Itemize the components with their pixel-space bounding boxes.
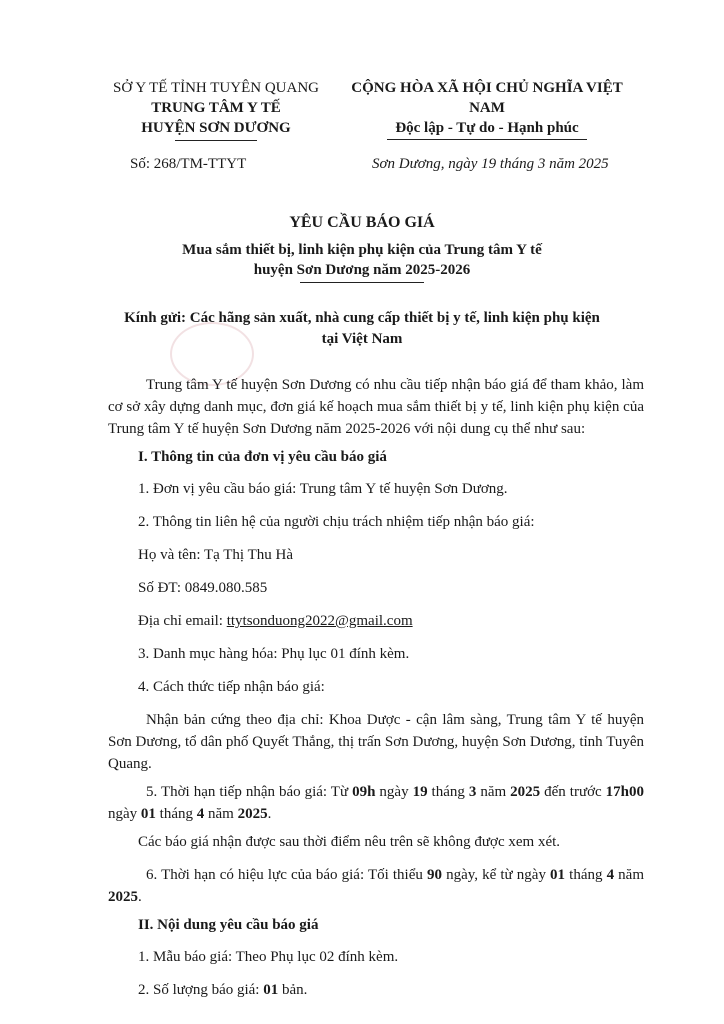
section-2-heading: II. Nội dung yêu cầu báo giá (138, 917, 319, 933)
item-5-text: 5. Thời hạn tiếp nhận báo giá: Từ (146, 784, 353, 800)
contact-name: Họ và tên: Tạ Thị Thu Hà (138, 547, 293, 563)
agency-line-1: SỞ Y TẾ TỈNH TUYÊN QUANG (113, 80, 319, 96)
recipient-line-2: tại Việt Nam (321, 331, 403, 347)
recipient-line-1: Kính gửi: Các hãng sản xuất, nhà cung cấp thiết bị y tế, linh kiện phụ kiện (124, 310, 600, 326)
receive-method: Nhận bản cứng theo địa chỉ: Khoa Dược - cận lâm sàng, Trung tâm Y tế huyện Sơn Dương, tổ dân phố Quyết Thắng, thị trấn Sơn Dương, huyện Sơn Dương, tỉnh Tuyên Quang. (108, 712, 644, 772)
item-5-text: tháng (427, 784, 469, 800)
issuing-agency (96, 78, 336, 141)
item-5-start-day: 19 (412, 784, 428, 800)
agency-underline (175, 140, 257, 141)
item-6-days: 90 (426, 867, 442, 883)
email-link[interactable]: ttytsonduong2022@gmail.com (226, 613, 413, 629)
item-5-text: tháng (155, 806, 197, 822)
document-title: YÊU CẦU BÁO GIÁ (289, 214, 435, 231)
item-6-month: 4 (606, 867, 615, 883)
subtitle-underline (300, 282, 424, 283)
item-3: 3. Danh mục hàng hóa: Phụ lục 01 đính kèm. (138, 646, 410, 662)
subtitle-line-2: huyện Sơn Dương năm 2025-2026 (253, 262, 471, 278)
item-6-text: năm (614, 867, 645, 883)
s2-item-2-text: bản. (278, 982, 308, 998)
item-5-end-year: 2025 (237, 806, 268, 822)
item-1: 1. Đơn vị yêu cầu báo giá: Trung tâm Y tế huyện Sơn Dương. (138, 481, 508, 497)
item-5-start-hour: 09h (352, 784, 376, 800)
agency-line-3: HUYỆN SƠN DƯƠNG (141, 120, 291, 136)
contact-email (138, 610, 644, 632)
document-number: Số: 268/TM-TTYT (130, 156, 247, 172)
item-6-day: 01 (550, 867, 566, 883)
document-subtitle (0, 240, 724, 283)
motto-underline (387, 139, 587, 140)
subtitle-line-1: Mua sắm thiết bị, linh kiện phụ kiện của Trung tâm Y tế (182, 242, 542, 258)
item-6-year: 2025 (108, 889, 138, 905)
item-5-start-year: 2025 (510, 784, 541, 800)
document-body (108, 374, 644, 1012)
item-5-text: ngày (108, 806, 141, 822)
item-5-text: năm (476, 784, 511, 800)
nation-line-2: Độc lập - Tự do - Hạnh phúc (395, 120, 579, 136)
contact-phone: Số ĐT: 0849.080.585 (138, 580, 268, 596)
item-5-text: đến trước (540, 784, 606, 800)
late-note: Các báo giá nhận được sau thời điểm nêu trên sẽ không được xem xét. (138, 834, 561, 850)
section-2-item-1: 1. Mẫu báo giá: Theo Phụ lục 02 đính kèm. (138, 949, 399, 965)
item-5-text: năm (204, 806, 238, 822)
item-6-text: . (138, 889, 142, 905)
intro-paragraph: Trung tâm Y tế huyện Sơn Dương có nhu cầu tiếp nhận báo giá để tham khảo, làm cơ sở xây dựng danh mục, đơn giá kế hoạch mua sắm thiết bị y tế, linh kiện phụ kiện của Trung tâm Y tế huyện Sơn Dương năm 2025-2026 với nội dung cụ thể như sau: (108, 377, 644, 437)
s2-item-2-count: 01 (263, 982, 279, 998)
agency-line-2: TRUNG TÂM Y TẾ (151, 100, 281, 116)
recipient (0, 308, 724, 350)
item-4: 4. Cách thức tiếp nhận báo giá: (138, 679, 325, 695)
item-5-text: . (267, 806, 272, 822)
item-5-end-hour: 17h00 (605, 784, 644, 800)
item-2: 2. Thông tin liên hệ của người chịu trách nhiệm tiếp nhận báo giá: (138, 514, 535, 530)
email-label: Địa chỉ email: (138, 613, 227, 629)
item-6-text: 6. Thời hạn có hiệu lực của báo giá: Tối thiểu (146, 867, 427, 883)
s2-item-2-text: 2. Số lượng báo giá: (138, 982, 264, 998)
item-6-text: ngày, kể từ ngày (441, 867, 551, 883)
section-2-item-2 (138, 979, 644, 1001)
item-6-text: tháng (565, 867, 607, 883)
item-5-end-month: 4 (196, 806, 205, 822)
nation-line-1: CỘNG HÒA XÃ HỘI CHỦ NGHĨA VIỆT NAM (351, 80, 623, 116)
item-5-text: ngày (375, 784, 413, 800)
item-5 (108, 781, 644, 825)
document-date: Sơn Dương, ngày 19 tháng 3 năm 2025 (372, 156, 609, 172)
national-motto (342, 78, 632, 140)
item-5-end-day: 01 (140, 806, 156, 822)
section-1-heading: I. Thông tin của đơn vị yêu cầu báo giá (138, 449, 387, 465)
item-6 (108, 864, 644, 908)
item-5-start-month: 3 (468, 784, 477, 800)
